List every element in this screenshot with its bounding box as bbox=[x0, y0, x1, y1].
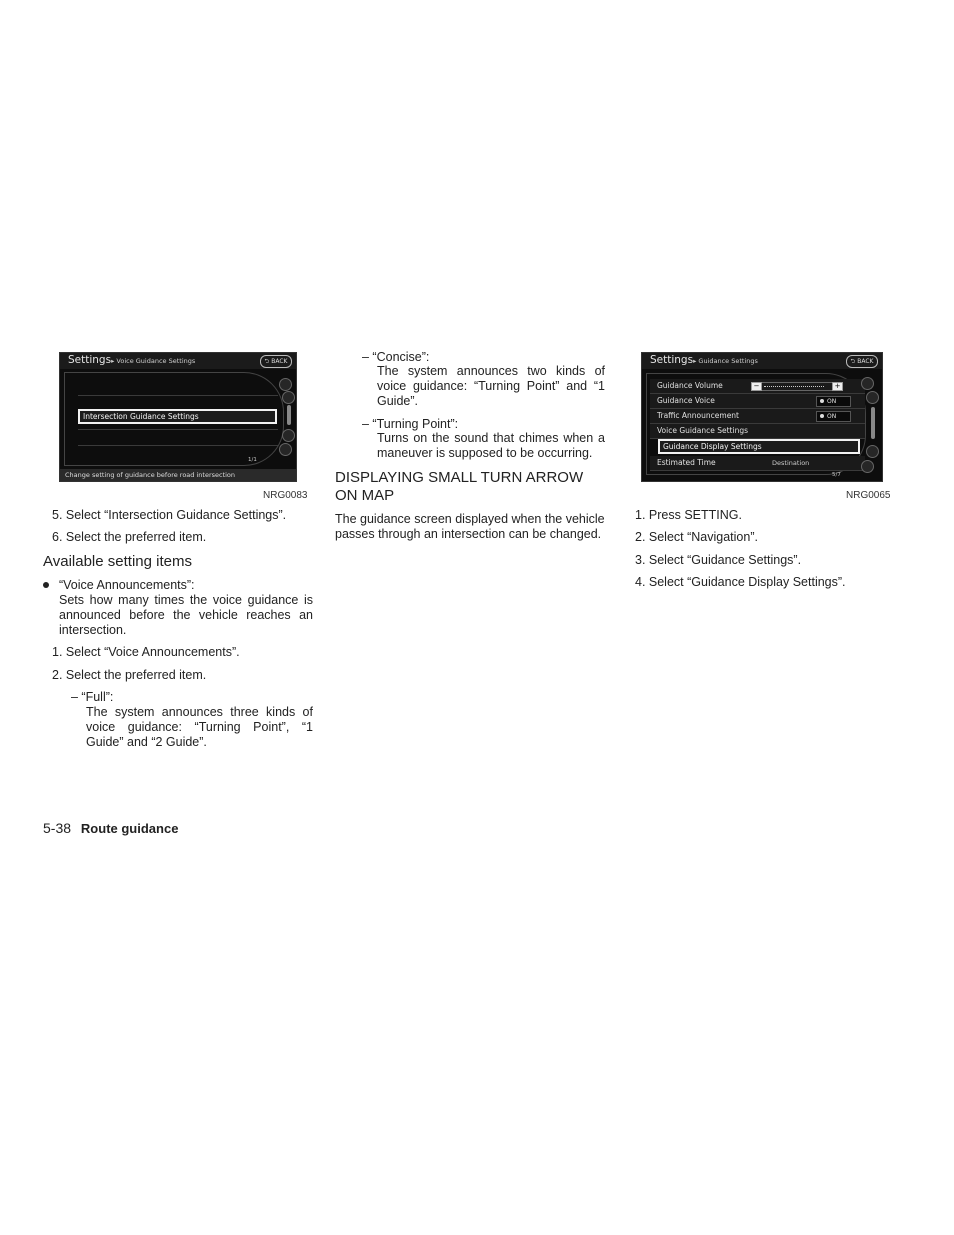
scroll-icon bbox=[866, 445, 879, 458]
nav-step-2: 2. Select “Navigation”. bbox=[635, 530, 758, 544]
scroll-down-icon bbox=[279, 443, 292, 456]
page-footer bbox=[43, 820, 178, 836]
traffic-on-indicator: ON bbox=[816, 411, 851, 422]
screen-footer: Change setting of guidance before road intersection bbox=[60, 469, 296, 481]
guidance-voice-row: Guidance Voice ON bbox=[650, 394, 865, 409]
screenshot-guidance-settings bbox=[641, 352, 883, 482]
screen-header bbox=[60, 353, 296, 369]
row-divider bbox=[78, 429, 278, 430]
guidance-volume-row: Guidance Volume − + bbox=[650, 379, 865, 394]
scroll-icon bbox=[282, 391, 295, 404]
scroll-up-icon bbox=[861, 377, 874, 390]
section-name: Route guidance bbox=[80, 821, 179, 836]
back-button: ⮌ BACK bbox=[846, 355, 878, 368]
figure-code: NRG0083 bbox=[263, 490, 308, 501]
volume-level bbox=[764, 386, 824, 387]
option-turning-point-description: Turns on the sound that chimes when a maneuver is supposed to be occurring. bbox=[377, 431, 605, 460]
voice-on-indicator: ON bbox=[816, 396, 851, 407]
plus-icon: + bbox=[832, 382, 843, 391]
bullet-label: “Voice Announcements”: bbox=[59, 578, 195, 592]
section-heading-line-2: ON MAP bbox=[335, 487, 395, 504]
estimated-time-row: Estimated Time Destination bbox=[650, 456, 865, 471]
scroll-icon bbox=[866, 391, 879, 404]
section-heading-line-1: DISPLAYING SMALL TURN ARROW bbox=[335, 469, 584, 486]
minus-icon: − bbox=[751, 382, 762, 391]
nav-step-3: 3. Select “Guidance Settings”. bbox=[635, 553, 802, 567]
sub-step-2: 2. Select the preferred item. bbox=[52, 668, 207, 682]
page-number: 5-38 bbox=[43, 820, 72, 836]
option-full-label: – “Full”: bbox=[71, 690, 114, 704]
screen-title: Settings▸ Guidance Settings bbox=[650, 354, 758, 366]
voice-guidance-settings-row: Voice Guidance Settings bbox=[650, 424, 865, 439]
bullet-description: Sets how many times the voice guidance is announced before the vehicle reaches an intersection. bbox=[59, 593, 313, 637]
volume-slider bbox=[751, 382, 843, 391]
nav-step-1: 1. Press SETTING. bbox=[635, 508, 742, 522]
scroll-icon bbox=[282, 429, 295, 442]
option-concise-label: – “Concise”: bbox=[362, 350, 430, 364]
screen-title: Settings▸ Voice Guidance Settings bbox=[68, 354, 196, 366]
screenshot-voice-guidance-settings bbox=[59, 352, 297, 482]
step-5: 5. Select “Intersection Guidance Settings”. bbox=[52, 508, 287, 522]
traffic-announcement-row: Traffic Announcement ON bbox=[650, 409, 865, 424]
scrollbar bbox=[287, 405, 291, 425]
figure-code: NRG0065 bbox=[846, 490, 891, 501]
section-paragraph: The guidance screen displayed when the vehicle passes through an intersection can be changed. bbox=[335, 512, 605, 541]
option-full-description: The system announces three kinds of voice guidance: “Turning Point”, “1 Guide” and “2 Guide”. bbox=[86, 705, 313, 749]
option-concise-description: The system announces two kinds of voice guidance: “Turning Point” and “1 Guide”. bbox=[377, 364, 605, 408]
page-indicator: 5/7 bbox=[832, 472, 841, 478]
row-divider bbox=[78, 395, 278, 396]
row-divider bbox=[78, 445, 278, 446]
scroll-down-icon bbox=[861, 460, 874, 473]
step-6: 6. Select the preferred item. bbox=[52, 530, 207, 544]
scroll-up-icon bbox=[279, 378, 292, 391]
intersection-guidance-item: Intersection Guidance Settings bbox=[78, 409, 277, 424]
screen-header bbox=[642, 353, 882, 369]
guidance-display-settings-item: Guidance Display Settings bbox=[658, 439, 860, 454]
back-button: ⮌ BACK bbox=[260, 355, 292, 368]
page-indicator: 1/1 bbox=[248, 457, 257, 463]
sub-step-1: 1. Select “Voice Announcements”. bbox=[52, 645, 240, 659]
bullet-icon bbox=[43, 582, 49, 588]
scrollbar bbox=[871, 407, 875, 439]
option-turning-point-label: – “Turning Point”: bbox=[362, 417, 459, 431]
section-heading: Available setting items bbox=[43, 553, 192, 570]
nav-step-4: 4. Select “Guidance Display Settings”. bbox=[635, 575, 846, 589]
